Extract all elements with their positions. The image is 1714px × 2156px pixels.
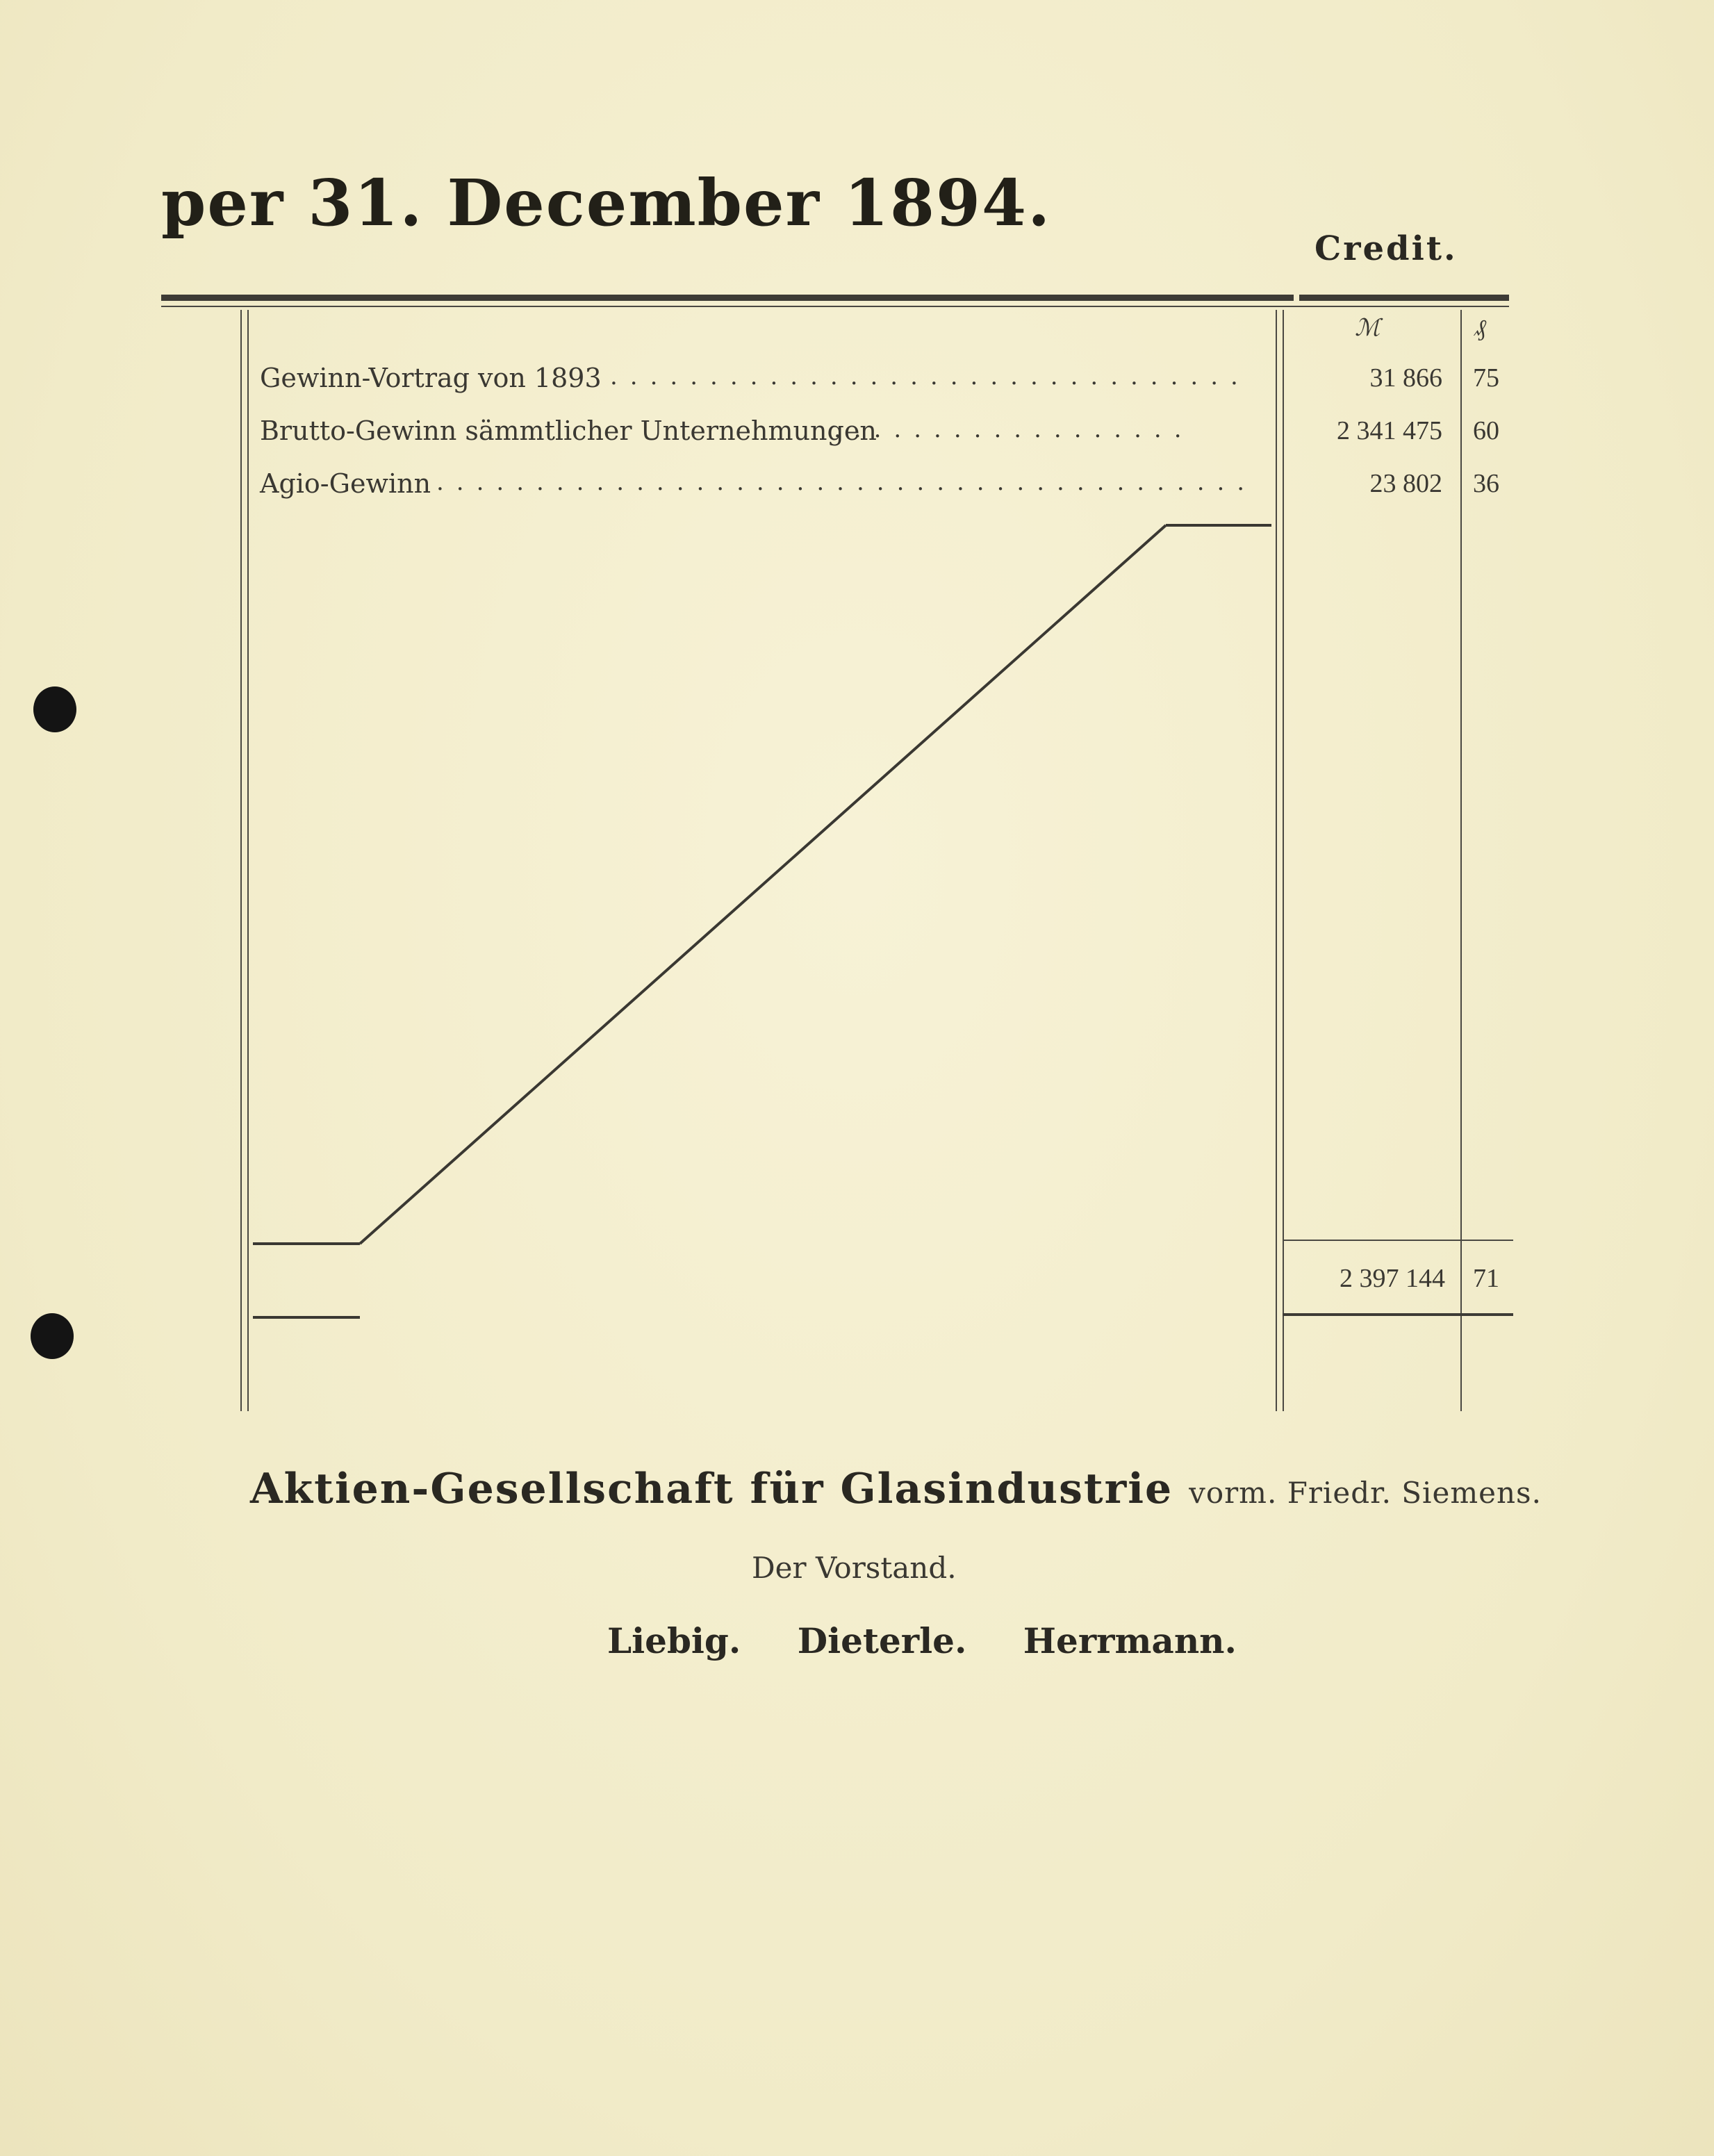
signatory: Herrmann. xyxy=(1023,1620,1237,1661)
total-amount: 2 397 144 xyxy=(1340,1264,1445,1293)
entry-pfennig: 36 xyxy=(1473,469,1499,498)
total-rule-bottom xyxy=(1283,1313,1513,1316)
page-title: per 31. December 1894. xyxy=(161,165,1052,240)
cancel-diagonal xyxy=(360,525,1166,1244)
total-rule-top xyxy=(1283,1240,1513,1241)
company-suffix: vorm. Friedr. Siemens. xyxy=(1189,1476,1542,1510)
company-main: Aktien-Gesellschaft für Glasindustrie xyxy=(250,1465,1173,1513)
entry-amount: 2 341 475 xyxy=(1337,416,1442,445)
company-name xyxy=(250,1465,1542,1513)
entry-label: Agio-Gewinn xyxy=(260,468,431,499)
entry-amount: 23 802 xyxy=(1369,469,1442,498)
total-pfennig: 71 xyxy=(1473,1264,1499,1293)
leader-dots: .................. xyxy=(834,415,1194,443)
pfennig-unit-header: ₰ xyxy=(1474,314,1486,342)
credit-label: Credit. xyxy=(1315,229,1458,268)
signatures xyxy=(607,1620,1281,1661)
marks-unit-header: ℳ xyxy=(1355,314,1381,342)
board-label: Der Vorstand. xyxy=(752,1551,957,1585)
entry-pfennig: 75 xyxy=(1473,363,1499,393)
signatory: Liebig. xyxy=(607,1620,741,1661)
leader-dots: ......................................... xyxy=(436,468,1258,496)
entry-amount: 31 866 xyxy=(1369,363,1442,393)
signatory: Dieterle. xyxy=(797,1620,967,1661)
entry-label: Gewinn-Vortrag von 1893 xyxy=(260,363,602,393)
entry-pfennig: 60 xyxy=(1473,416,1499,445)
entry-label: Brutto-Gewinn sämmtlicher Unternehmungen xyxy=(260,415,877,446)
leader-dots: ................................ xyxy=(610,363,1251,390)
